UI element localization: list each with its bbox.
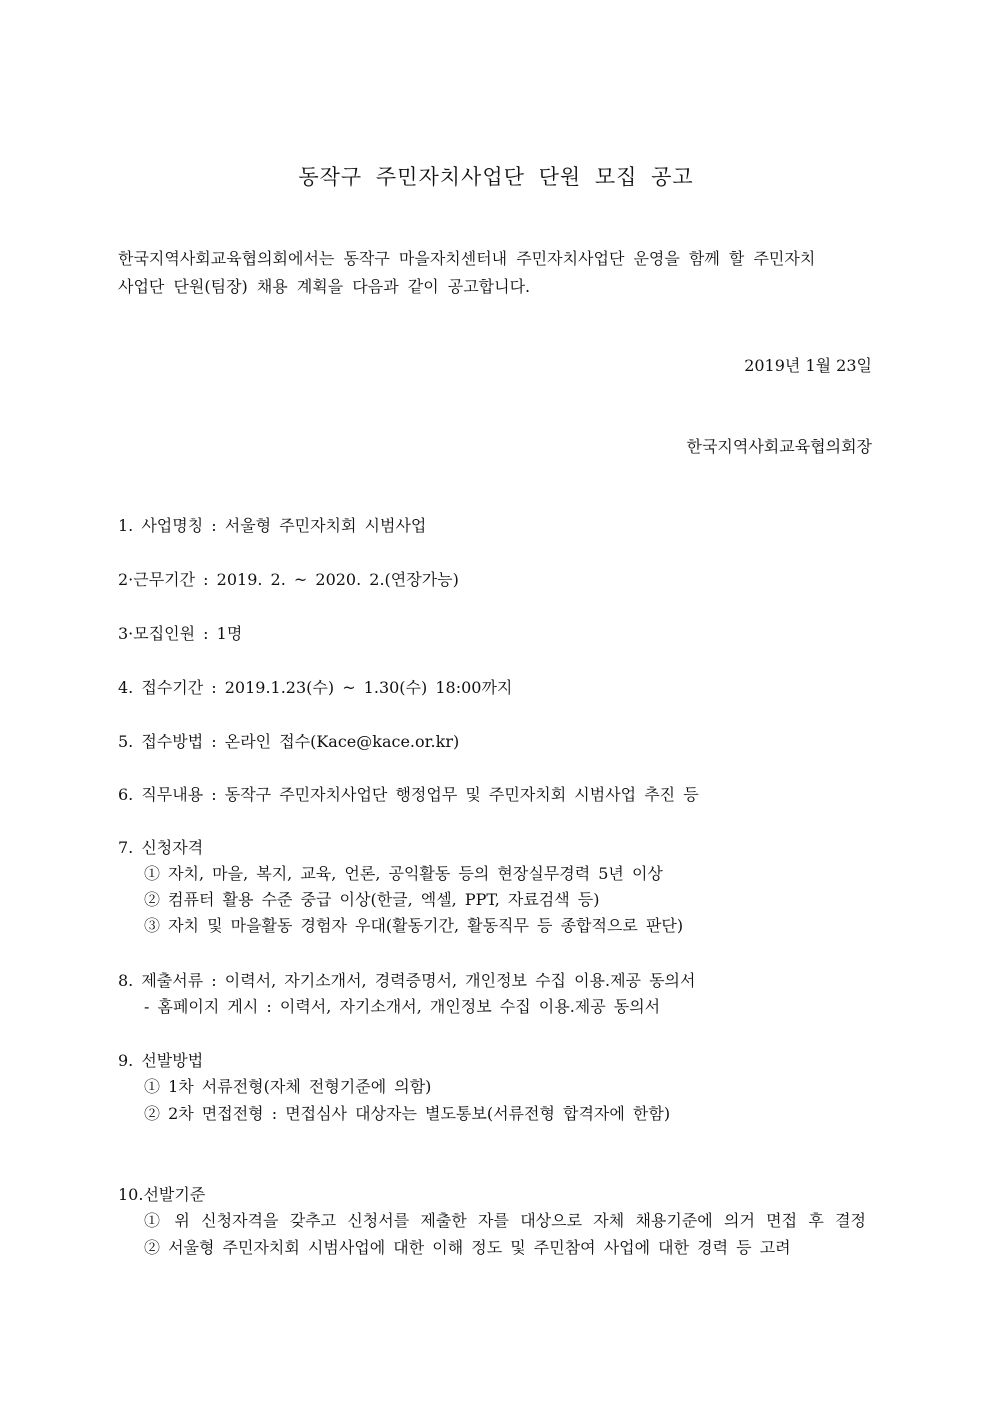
- section-recruit-count: 3·모집인원 : 1명: [118, 624, 243, 643]
- announcement-date: 2019년 1월 23일: [744, 356, 872, 375]
- qualification-item: ① 자치, 마을, 복지, 교육, 언론, 공익활동 등의 현장실무경력 5년 이상: [144, 864, 663, 883]
- qualification-item: ③ 자치 및 마을활동 경험자 우대(활동기간, 활동직무 등 종합적으로 판단): [144, 916, 684, 935]
- selection-method-item: ② 2차 면접전형 : 면접심사 대상자는 별도통보(서류전형 합격자에 한함): [144, 1104, 671, 1123]
- document-title: 동작구 주민자치사업단 단원 모집 공고: [298, 165, 694, 189]
- section-project-name: 1. 사업명칭 : 서울형 주민자치회 시범사업: [118, 516, 427, 535]
- section-application-method: 5. 접수방법 : 온라인 접수(Kace@kace.or.kr): [118, 732, 460, 751]
- selection-criteria-item: ② 서울형 주민자치회 시범사업에 대한 이해 정도 및 주민참여 사업에 대한 경력 등 고려: [144, 1238, 791, 1257]
- section-documents-heading: 8. 제출서류 : 이력서, 자기소개서, 경력증명서, 개인정보 수집 이용.제공 동의서: [118, 971, 696, 990]
- intro-line-1: 한국지역사회교육협의회에서는 동작구 마을자치센터내 주민자치사업단 운영을 함께 할 주민자치: [118, 249, 816, 268]
- documents-item: - 홈페이지 게시 : 이력서, 자기소개서, 개인정보 수집 이용.제공 동의서: [144, 997, 661, 1016]
- section-selection-criteria-heading: 10.선발기준: [118, 1185, 206, 1204]
- selection-method-item: ① 1차 서류전형(자체 전형기준에 의함): [144, 1077, 432, 1096]
- intro-line-2: 사업단 단원(팀장) 채용 계획을 다음과 같이 공고합니다.: [118, 277, 531, 296]
- selection-criteria-item: ① 위 신청자격을 갖추고 신청서를 제출한 자를 대상으로 자체 채용기준에 의거 면접 후 결정: [144, 1211, 866, 1230]
- qualification-item: ② 컴퓨터 활용 수준 중급 이상(한글, 엑셀, PPT, 자료검색 등): [144, 890, 600, 909]
- intro-paragraph: [118, 245, 872, 301]
- section-application-period: 4. 접수기간 : 2019.1.23(수) ~ 1.30(수) 18:00까지: [118, 678, 513, 697]
- section-job-description: 6. 직무내용 : 동작구 주민자치사업단 행정업무 및 주민자치회 시범사업 추진 등: [118, 785, 699, 804]
- section-work-period: 2·근무기간 : 2019. 2. ~ 2020. 2.(연장가능): [118, 570, 459, 589]
- issuer-name: 한국지역사회교육협의회장: [686, 437, 872, 456]
- section-qualifications-heading: 7. 신청자격: [118, 838, 204, 857]
- section-selection-method-heading: 9. 선발방법: [118, 1051, 204, 1070]
